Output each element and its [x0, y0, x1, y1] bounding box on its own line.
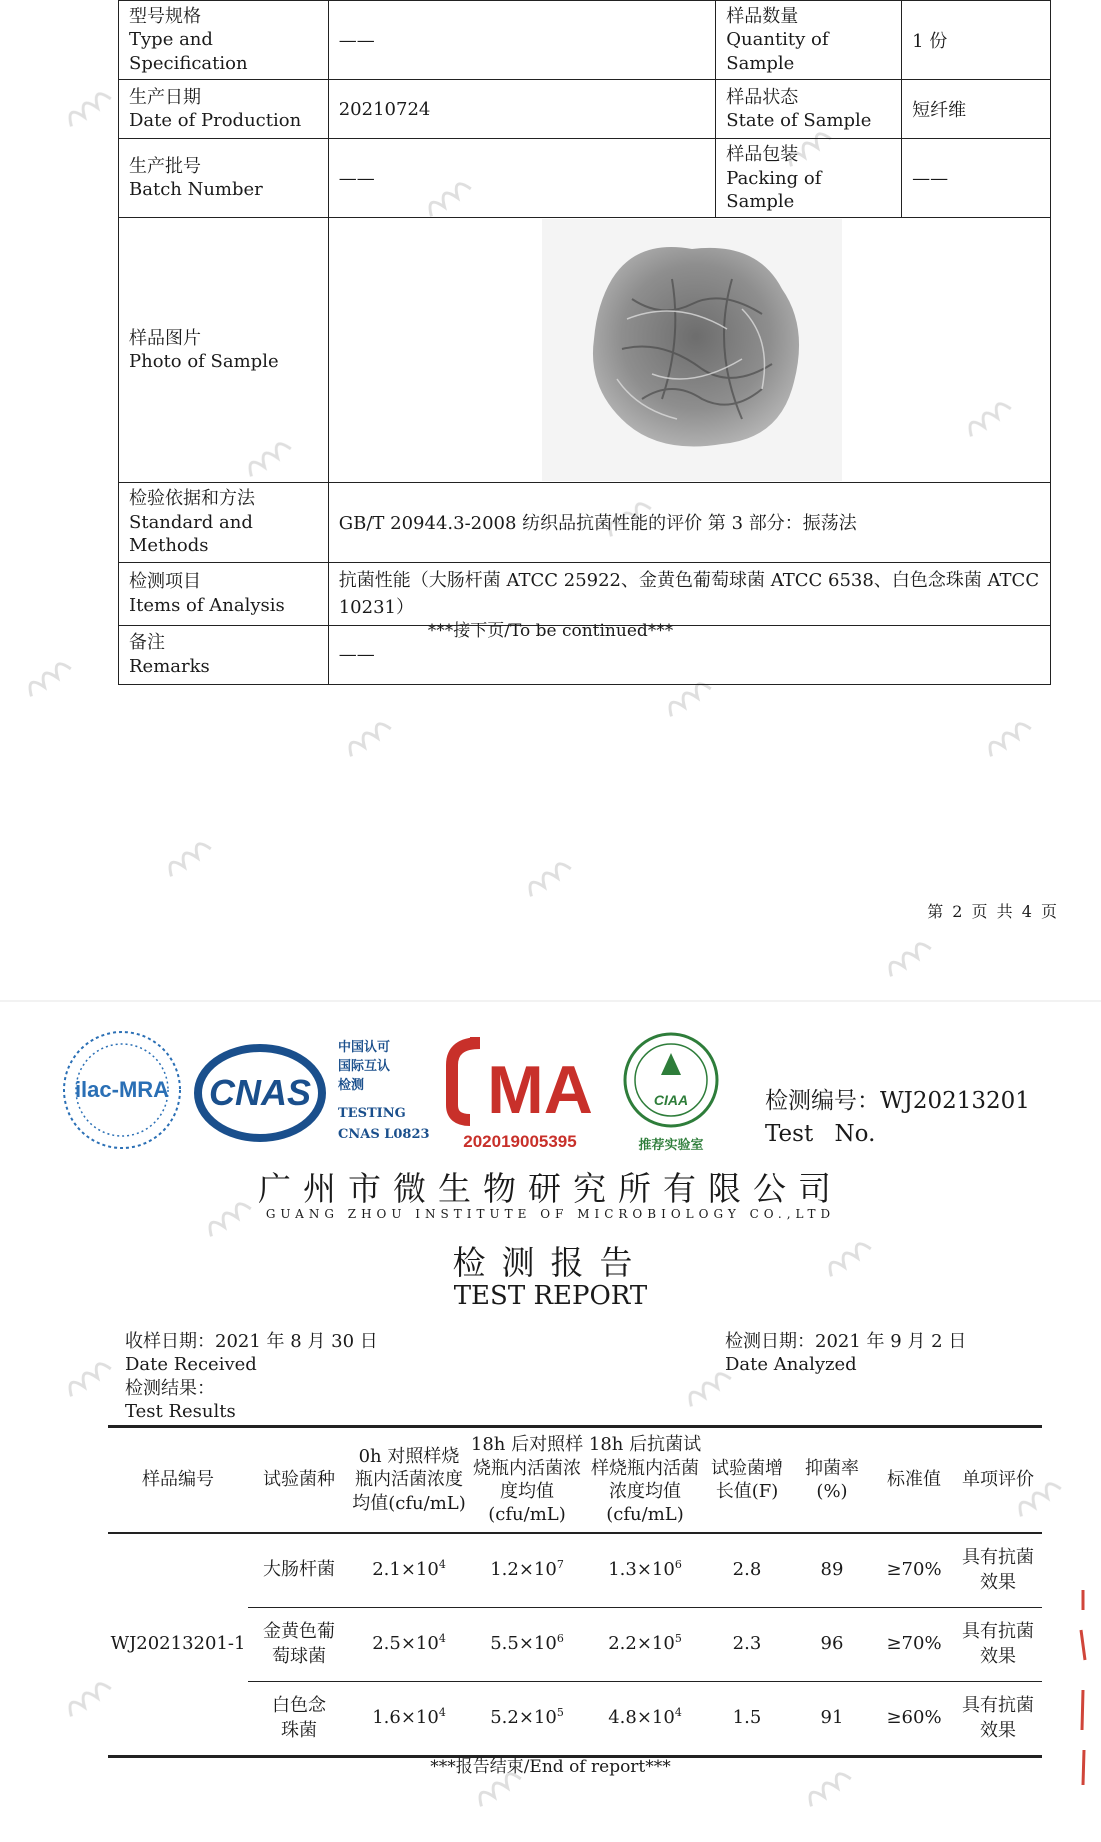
value-state: 短纤维	[902, 80, 1051, 139]
cnas-side-text	[338, 1039, 430, 1142]
value-base: 5.5×10	[490, 1633, 557, 1655]
label-en: Photo of Sample	[129, 351, 279, 373]
label-en: Type and Specification	[129, 29, 248, 74]
cnas-side-line: 国际互认	[338, 1059, 391, 1074]
label-cn: 检测项目	[129, 571, 201, 593]
label-en: Quantity of Sample	[726, 29, 829, 74]
info-row-batch	[119, 139, 1051, 218]
label-method	[119, 483, 329, 562]
label-en: Date of Production	[129, 110, 302, 132]
value-base: 4.8×10	[608, 1707, 675, 1729]
cma-logo	[452, 1043, 593, 1151]
control-18h-cell	[468, 1533, 586, 1608]
value-base: 2.1×10	[372, 1559, 439, 1581]
value-date-production: 20210724	[328, 80, 716, 139]
label-cn: 生产日期	[129, 86, 201, 108]
label-type-spec	[119, 1, 329, 80]
control-0h-cell	[350, 1533, 468, 1608]
growth-f-cell: 1.5	[704, 1682, 790, 1757]
table-row	[108, 1682, 1042, 1757]
col-standard: 标准值	[874, 1427, 954, 1534]
cnas-side-line: 检测	[338, 1078, 365, 1093]
ciaa-label: 推荐实验室	[638, 1138, 704, 1153]
value-packing: ——	[902, 139, 1051, 218]
ilac-text: ilac-MRA	[74, 1077, 170, 1102]
label-cn: 样品包装	[726, 144, 799, 166]
organism-cell: 金黄色葡萄球菌	[248, 1608, 350, 1682]
col-growth-f: 试验菌增长值(F)	[704, 1427, 790, 1534]
col-control-18h: 18h 后对照样烧瓶内活菌浓度均值(cfu/mL)	[468, 1427, 586, 1534]
organism-cell: 大肠杆菌	[248, 1533, 350, 1608]
seal-edge-mark	[1079, 1590, 1087, 1790]
label-cn: 型号规格	[129, 6, 201, 27]
value-exponent: 4	[438, 1558, 446, 1572]
value-exponent: 4	[438, 1706, 446, 1720]
value-method: GB/T 20944.3-2008 纺织品抗菌性能的评价 第 3 部分：振荡法	[328, 483, 1050, 562]
continued-note: ***接下页/To be continued***	[427, 621, 674, 641]
label-cn: 样品图片	[129, 327, 201, 349]
col-inhibition-rate: 抑菌率(%)	[790, 1427, 874, 1534]
growth-f-cell: 2.3	[704, 1608, 790, 1682]
value-base: 1.6×10	[372, 1707, 439, 1729]
report-title-cn: 检测报告	[452, 1243, 649, 1282]
cnas-logo	[198, 1048, 322, 1138]
label-quantity	[716, 1, 902, 80]
label-en: Standard and Methods	[129, 511, 253, 557]
cma-text: MA	[487, 1052, 593, 1128]
value-type-spec: ——	[328, 1, 716, 80]
control-0h-cell	[350, 1682, 468, 1757]
table-row	[108, 1533, 1042, 1608]
results-table	[108, 1425, 1042, 1758]
label-cn: 样品状态	[726, 86, 799, 108]
test-18h-cell	[586, 1682, 704, 1757]
value-batch: ——	[328, 139, 716, 218]
value-base: 5.2×10	[490, 1707, 557, 1729]
value-base: 1.2×10	[490, 1559, 557, 1581]
value-exponent: 5	[556, 1706, 564, 1720]
label-batch	[119, 139, 329, 218]
value-exponent: 5	[674, 1632, 682, 1646]
test-18h-cell	[586, 1608, 704, 1682]
label-en: State of Sample	[726, 110, 872, 132]
label-cn: 生产批号	[129, 155, 201, 177]
report-no-label: 检测编号：	[765, 1088, 880, 1114]
evaluation-cell: 具有抗菌效果	[954, 1608, 1042, 1682]
accreditation-logos	[60, 1025, 740, 1155]
label-cn: 检验依据和方法	[129, 488, 255, 510]
sample-photo	[542, 219, 842, 481]
label-packing	[716, 139, 902, 218]
date-received-block	[125, 1330, 378, 1424]
col-test-18h: 18h 后抗菌试样烧瓶内活菌浓度均值(cfu/mL)	[586, 1427, 704, 1534]
date-received-cn: 收样日期：2021 年 8 月 30 日	[125, 1331, 378, 1352]
value-exponent: 4	[438, 1632, 446, 1646]
inhibition-rate-cell: 89	[790, 1533, 874, 1608]
value-exponent: 6	[556, 1632, 564, 1646]
ciaa-text: CIAA	[653, 1092, 689, 1108]
sample-info-table	[118, 0, 1051, 685]
growth-f-cell: 2.8	[704, 1533, 790, 1608]
label-en: Batch Number	[129, 179, 263, 201]
info-row-date	[119, 80, 1051, 139]
table-row	[108, 1608, 1042, 1682]
date-analyzed-block	[725, 1330, 966, 1377]
info-row-method	[119, 483, 1051, 562]
info-row-photo	[119, 218, 1051, 483]
standard-cell: ≥70%	[874, 1608, 954, 1682]
end-of-report-note: ***报告结束/End of report***	[430, 1757, 671, 1777]
label-en: Items of Analysis	[129, 594, 285, 616]
cnas-text: CNAS	[208, 1072, 312, 1113]
date-analyzed-cn: 检测日期：2021 年 9 月 2 日	[725, 1331, 967, 1352]
control-18h-cell	[468, 1608, 586, 1682]
label-en: Packing of Sample	[726, 167, 822, 212]
report-no-value: WJ20213201	[880, 1088, 1030, 1114]
photo-cell	[328, 218, 1050, 483]
value-base: 2.5×10	[372, 1633, 439, 1655]
cnas-side-line: CNAS L0823	[338, 1127, 430, 1142]
value-exponent: 4	[674, 1706, 682, 1720]
test-results-cn: 检测结果：	[125, 1377, 215, 1399]
results-header-row	[108, 1427, 1042, 1534]
page-divider	[0, 1000, 1101, 1002]
cnas-side-line: TESTING	[338, 1106, 406, 1121]
label-photo	[119, 218, 329, 483]
label-en: Remarks	[129, 655, 210, 677]
control-0h-cell	[350, 1608, 468, 1682]
ilac-mra-logo	[64, 1032, 180, 1148]
report-title-en: TEST REPORT	[453, 1281, 648, 1311]
label-cn: 备注	[129, 632, 165, 654]
col-sample-id: 样品编号	[108, 1427, 248, 1534]
info-row-spec	[119, 1, 1051, 80]
cma-number: 202019005395	[463, 1132, 577, 1151]
ciaa-logo	[625, 1034, 717, 1153]
value-exponent: 6	[674, 1558, 682, 1572]
cnas-side-line: 中国认可	[338, 1040, 391, 1055]
evaluation-cell: 具有抗菌效果	[954, 1533, 1042, 1608]
organism-cell: 白色念珠菌	[248, 1682, 350, 1757]
institute-name-cn: 广州市微生物研究所有限公司	[258, 1169, 843, 1208]
label-state	[716, 80, 902, 139]
standard-cell: ≥60%	[874, 1682, 954, 1757]
inhibition-rate-cell: 91	[790, 1682, 874, 1757]
col-organism: 试验菌种	[248, 1427, 350, 1534]
report-no-en: Test No.	[765, 1121, 876, 1148]
value-quantity: 1 份	[902, 1, 1051, 80]
standard-cell: ≥70%	[874, 1533, 954, 1608]
value-exponent: 7	[556, 1558, 564, 1572]
value-remarks: ——	[328, 625, 1050, 684]
col-control-0h: 0h 对照样烧瓶内活菌浓度均值(cfu/mL)	[350, 1427, 468, 1534]
value-base: 2.2×10	[608, 1633, 675, 1655]
control-18h-cell	[468, 1682, 586, 1757]
report-number-block	[765, 1085, 1030, 1152]
inhibition-rate-cell: 96	[790, 1608, 874, 1682]
test-results-en: Test Results	[125, 1401, 236, 1423]
test-18h-cell	[586, 1533, 704, 1608]
sample-id-cell: WJ20213201-1	[108, 1533, 248, 1757]
page-number: 第 2 页 共 4 页	[927, 902, 1059, 921]
date-received-en: Date Received	[125, 1354, 257, 1376]
label-cn: 样品数量	[726, 6, 799, 27]
value-base: 1.3×10	[608, 1559, 675, 1581]
value-items: 抗菌性能（大肠杆菌 ATCC 25922、金黄色葡萄球菌 ATCC 6538、白色念珠菌 ATCC 10231）	[328, 562, 1050, 625]
institute-name-en: GUANG ZHOU INSTITUTE OF MICROBIOLOGY CO.,LTD	[265, 1207, 836, 1221]
col-evaluation: 单项评价	[954, 1427, 1042, 1534]
date-analyzed-en: Date Analyzed	[725, 1354, 857, 1376]
evaluation-cell: 具有抗菌效果	[954, 1682, 1042, 1757]
label-date-production	[119, 80, 329, 139]
